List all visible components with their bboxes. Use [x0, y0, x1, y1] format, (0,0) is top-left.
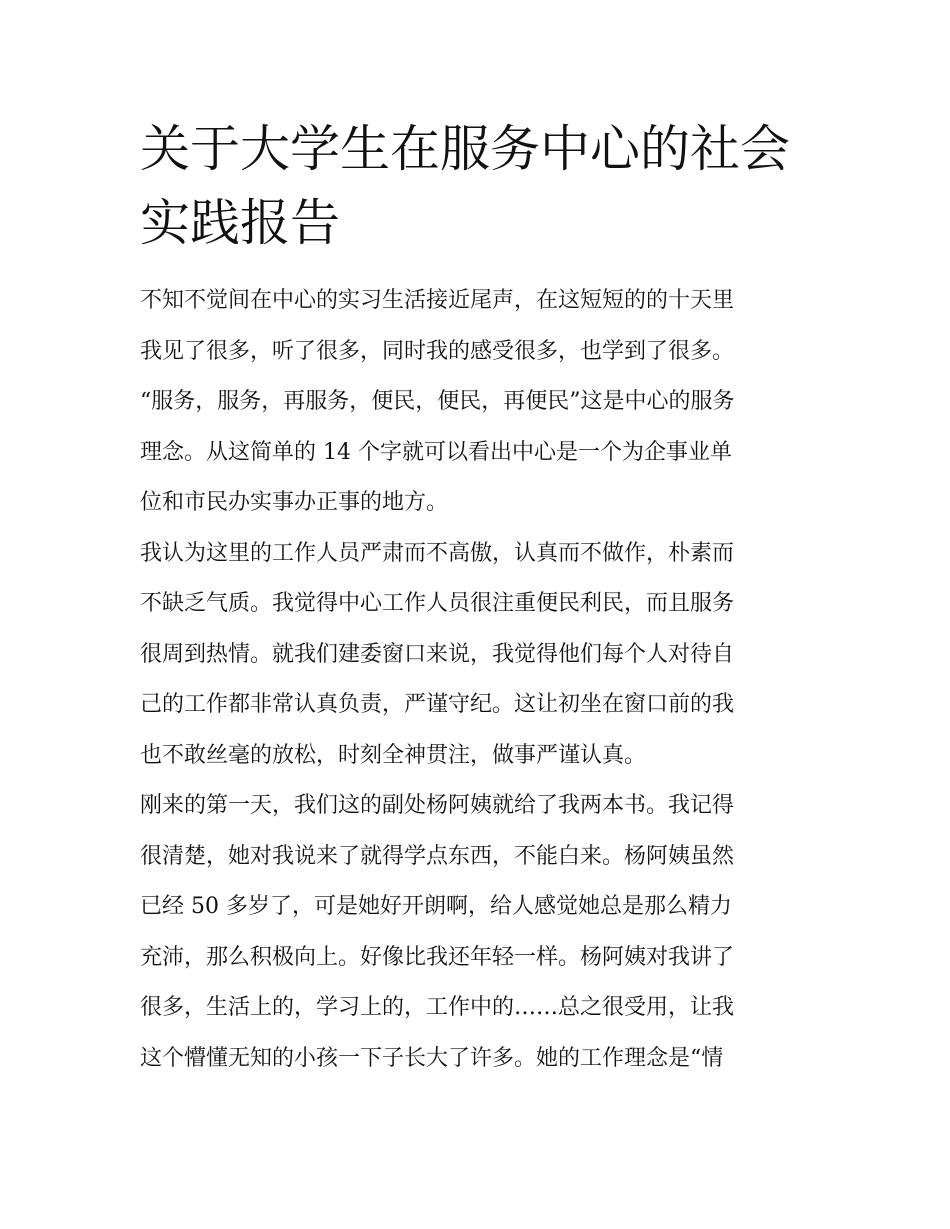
document-body — [140, 276, 812, 1084]
body-line: “服务，服务，再服务，便民，便民，再便民”这是中心的服务 — [140, 389, 735, 414]
body-line: 不知不觉间在中心的实习生活接近尾声，在这短短的的十天里 — [140, 288, 735, 313]
body-line: 这个懵懂无知的小孩一下子长大了许多。她的工作理念是“情 — [140, 1045, 724, 1071]
body-line: 我认为这里的工作人员严肃而不高傲，认真而不做作，朴素而 — [140, 540, 735, 566]
body-line: 位和市民办实事办正事的地方。 — [140, 490, 449, 515]
body-line: 理念。从这简单的 14 个字就可以看出中心是一个为企事业单 — [140, 439, 732, 465]
body-line: 已经 50 多岁了，可是她好开朗啊，给人感觉她总是那么精力 — [140, 894, 732, 919]
body-line: 我见了很多，听了很多，同时我的感受很多，也学到了很多。 — [140, 338, 735, 364]
body-line: 充沛，那么积极向上。好像比我还年轻一样。杨阿姨对我讲了 — [140, 944, 735, 970]
body-line: 很周到热情。就我们建委窗口来说，我觉得他们每个人对待自 — [140, 641, 735, 667]
body-line: 很多，生活上的，学习上的，工作中的……总之很受用，让我 — [140, 995, 735, 1020]
body-line: 很清楚，她对我说来了就得学点东西，不能白来。杨阿姨虽然 — [140, 843, 735, 869]
document-title: 关于大学生在服务中心的社会 实践报告 — [140, 120, 790, 252]
body-line: 己的工作都非常认真负责，严谨守纪。这让初坐在窗口前的我 — [140, 692, 735, 717]
body-line: 不缺乏气质。我觉得中心工作人员很注重便民利民，而且服务 — [140, 591, 735, 616]
body-line: 刚来的第一天，我们这的副处杨阿姨就给了我两本书。我记得 — [140, 793, 735, 818]
body-line: 也不敢丝毫的放松，时刻全神贯注，做事严谨认真。 — [140, 742, 647, 768]
